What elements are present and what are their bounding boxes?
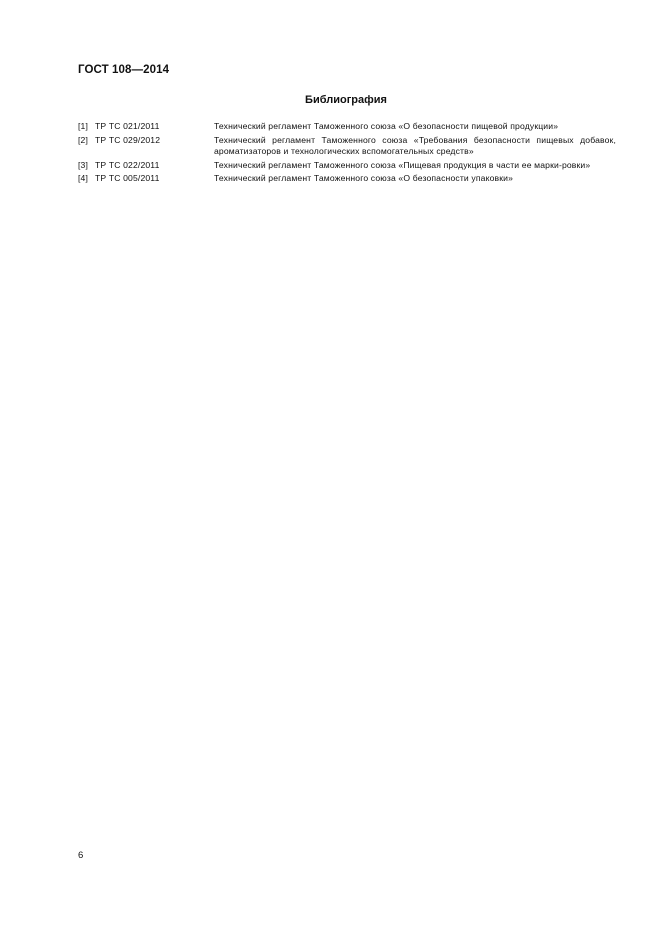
entry-code: ТР ТС 029/2012 [95, 134, 161, 145]
entry-title: Технический регламент Таможенного союза «О безопасности пищевой продукции» [214, 121, 559, 131]
bibliography-entry [78, 173, 616, 185]
entry-number: [4] [78, 173, 89, 183]
entry-title: Технический регламент Таможенного союза «О безопасности упаковки» [214, 173, 514, 183]
entry-code: ТР ТС 021/2011 [95, 121, 160, 131]
page-number: 6 [78, 850, 84, 861]
entry-code: ТР ТС 022/2011 [95, 159, 160, 170]
bibliography-entry [78, 160, 616, 172]
entry-code: ТР ТС 005/2011 [95, 173, 160, 183]
bibliography-entry [78, 135, 616, 158]
bibliography-title: Библиография [305, 94, 387, 106]
entry-number: [1] [78, 121, 89, 131]
bibliography-list [78, 121, 616, 187]
bibliography-entry [78, 121, 616, 133]
entry-number: [2] [78, 134, 89, 145]
entry-title: Технический регламент Таможенного союза «Пищевая продукция в части ее марки-ровки» [214, 159, 591, 170]
entry-title: Технический регламент Таможенного союза «Требования безопасности пищевых добавок, ароматизаторов и технологических вспомогательных средств» [214, 134, 616, 156]
document-header: ГОСТ 108—2014 [78, 64, 170, 76]
entry-number: [3] [78, 159, 89, 170]
